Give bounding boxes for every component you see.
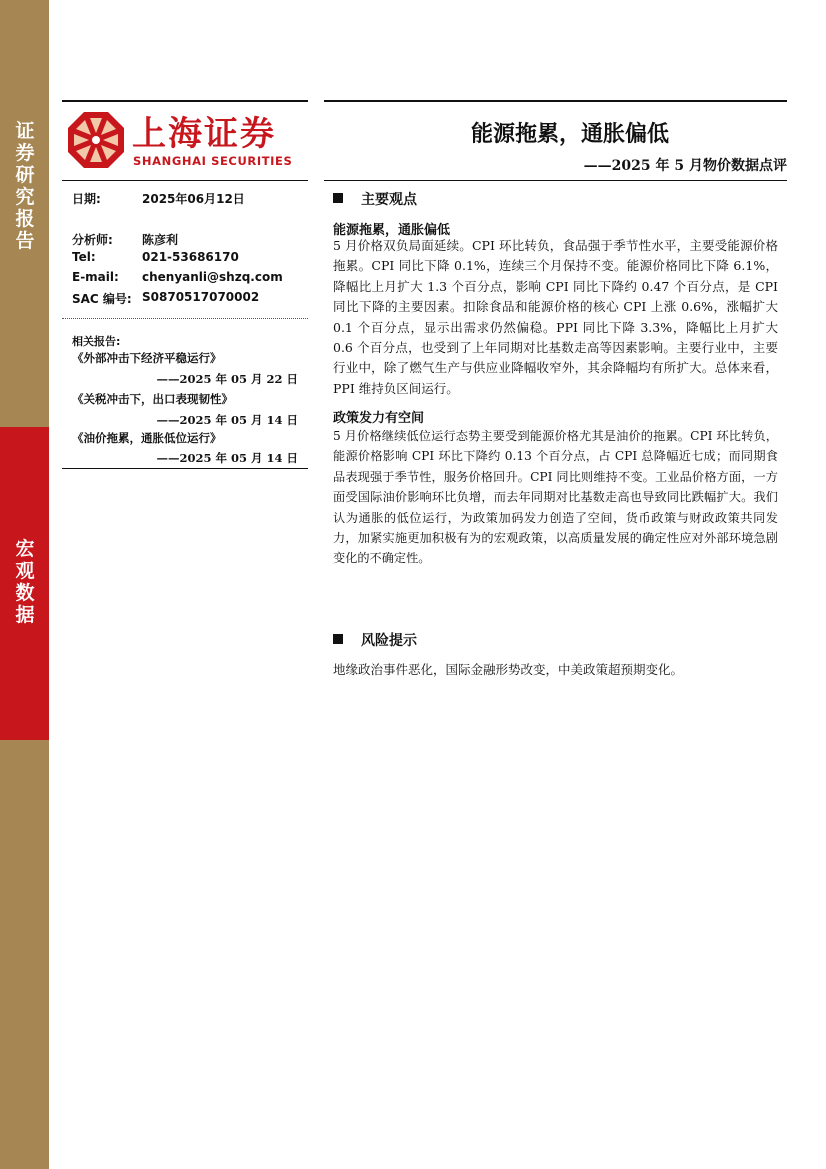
- info-divider: [62, 318, 308, 319]
- key-points-heading: [333, 189, 417, 209]
- related-report-title[interactable]: 《油价拖累，通胀低位运行》: [72, 431, 222, 445]
- header-rule-right: [324, 100, 787, 102]
- sac-label: SAC 编号:: [72, 292, 132, 306]
- related-report-date: ——2025 年 05 月 14 日: [156, 413, 298, 427]
- tel-label: Tel:: [72, 250, 96, 264]
- shanghai-securities-logo-icon: [66, 110, 126, 170]
- header-rule-left: [62, 100, 308, 102]
- document-title: 能源拖累，通胀偏低: [470, 121, 669, 147]
- related-report-date: ——2025 年 05 月 22 日: [156, 372, 298, 386]
- email-value[interactable]: chenyanli@shzq.com: [142, 270, 283, 284]
- risk-heading-text: 风险提示: [361, 633, 417, 649]
- side-band-bottom: [0, 740, 49, 1169]
- report-type-label: 证 券 研 究 报 告: [15, 120, 35, 252]
- key-points-heading-text: 主要观点: [361, 192, 417, 208]
- tel-value: 021-53686170: [142, 250, 239, 264]
- sac-value: S0870517070002: [142, 290, 260, 304]
- email-label: E-mail:: [72, 270, 119, 284]
- bullet-square-icon: [333, 634, 343, 644]
- related-end-rule: [62, 468, 308, 469]
- title-rule-right: [324, 180, 787, 181]
- date-label: 日期:: [72, 192, 101, 206]
- title-rule-left: [62, 180, 308, 181]
- risk-heading: [333, 630, 417, 650]
- related-reports-heading: 相关报告:: [72, 335, 121, 348]
- subheading-policy: 政策发力有空间: [333, 411, 425, 426]
- analyst-value: 陈彦利: [142, 233, 179, 247]
- related-report-title[interactable]: 《外部冲击下经济平稳运行》: [72, 351, 222, 365]
- related-report-title[interactable]: 《关税冲击下，出口表现韧性》: [72, 392, 233, 406]
- analyst-label: 分析师:: [72, 233, 113, 247]
- logo-name-en: SHANGHAI SECURITIES: [133, 154, 293, 168]
- related-report-date: ——2025 年 05 月 14 日: [156, 451, 298, 465]
- document-subtitle: ——2025 年 5 月物价数据点评: [583, 158, 787, 174]
- subheading-energy: 能源拖累，通胀偏低: [333, 223, 451, 238]
- report-category-label: 宏 观 数 据: [15, 538, 35, 626]
- paragraph-energy: 5 月价格双负局面延续。CPI 环比转负，食品强于季节性水平，主要受能源价格拖累。CPI 同比下降 0.1%，连续三个月保持不变。能源价格同比下降 6.1%，降幅比上月扩大 1.3 个百分点，影响 CPI 同比下降约 0.47 个百分点，是 CPI 同比下降的主要因素。扣除食品和能源价格的核心 CPI 上涨 0.6%，涨幅扩大 0.1 个百分点，显示出需求仍然偏稳。PPI 同比下降 3.3%，降幅比上月扩大 0.6 个百分点，也受到了上年同期对比基数走高等因素影响。主要行业中，主要行业中，除了燃气生产与供应业降幅收窄外，其余降幅均有所扩大。总体来看，PPI 维持负区间运行。: [333, 238, 778, 396]
- bullet-square-icon: [333, 193, 343, 203]
- logo-name-cn: 上海证券: [132, 114, 276, 154]
- risk-paragraph: 地缘政治事件恶化，国际金融形势改变，中美政策超预期变化。: [333, 662, 684, 677]
- date-value: 2025年06月12日: [142, 192, 245, 206]
- paragraph-policy: 5 月价格继续低位运行态势主要受到能源价格尤其是油价的拖累。CPI 环比转负，能源价格影响 CPI 环比下降约 0.13 个百分点，占 CPI 总降幅近七成；而同期食品表现强于季节性，服务价格回升。CPI 同比则维持不变。工业品价格方面，一方面受国际油价影响环比负增，而去年同期对比基数走高也导致同比跌幅扩大。我们认为通胀的低位运行，为政策加码发力创造了空间，货币政策与财政政策共同发力，加紧实施更加积极有为的宏观政策，以高质量发展的确定性应对外部环境急剧变化的不确定性。: [333, 429, 778, 566]
